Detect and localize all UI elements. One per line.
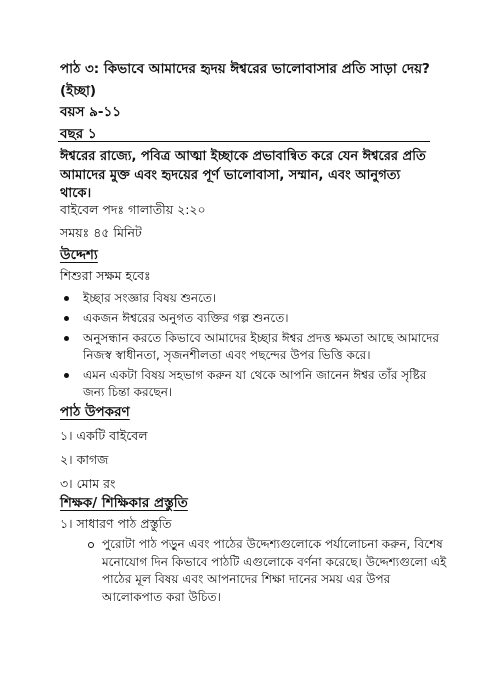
bible-verse: বাইবেল পদঃ গালাতীয় ২:২০ [60, 202, 206, 217]
prep-sub-item [88, 536, 452, 606]
prep-step: ১। সাধারণ পাঠ প্রস্তুতি [60, 516, 172, 531]
objective-text: একজন ঈশ্বরের অনুগত ব্যক্তির গল্প শুনতে। [83, 311, 289, 325]
objectives-heading: উদ্দেশ্য [60, 247, 98, 263]
objective-text: ইচ্ছার সংজ্ঞার বিষয় শুনতে। [83, 291, 217, 305]
bullet-icon [64, 316, 69, 321]
year-label: বছর ১ [60, 126, 97, 142]
age-range: বয়স ৯-১১ [60, 104, 121, 120]
bullet-icon [64, 373, 69, 378]
bullet-icon [64, 336, 69, 341]
objectives-list [60, 290, 440, 404]
lesson-time: সময়ঃ ৪৫ মিনিট [60, 225, 142, 240]
objective-text: অনুসন্ধান করতে কিভাবে আমাদের ইচ্ছার ঈশ্বর প্রদত্ত ক্ষমতা আছে আমাদের নিজস্ব স্বাধীনতা, সৃজনশীলতা এবং পছন্দের উপর ভিত্তি করে। [83, 331, 440, 362]
material-item: ২। কাগজ [60, 452, 109, 467]
bullet-icon [64, 296, 69, 301]
objective-item [60, 290, 440, 307]
material-item: ৩। মোম রং [60, 476, 116, 491]
objective-item [60, 330, 440, 364]
prep-sub-item-text: পুরোটা পাঠ পড়ুন এবং পাঠের উদ্দেশ্যগুলোকে পর্যালোচনা করুন, বিশেষ মনোযোগ দিন কিভাবে পাঠটি এগুলোকে বর্ণনা করেছে। উদ্দেশ্যগুলো এই পাঠের মূল বিষয় এবং আপনাদের শিক্ষা দানের সময় এর উপর আলোকপাত করা উচিত। [102, 537, 447, 604]
hollow-bullet-icon [88, 542, 94, 548]
objective-item [60, 367, 440, 401]
lesson-summary: ঈশ্বরের রাজ্যে, পবিত্র আত্মা ইচ্ছাকে প্রভাবান্বিত করে যেন ঈশ্বরের প্রতি আমাদের মুক্ত এবং হৃদয়ের পূর্ণ ভালোবাসা, সম্মান, এবং আনুগত্য থাকে। [60, 149, 426, 201]
objective-text: এমন একটা বিষয় সহভাগ করুন যা থেকে আপনি জানেন ঈশ্বর তাঁর সৃষ্টির জন্য চিন্তা করছেন। [83, 368, 427, 399]
objectives-intro: শিশুরা সক্ষম হবেঃ [60, 268, 151, 283]
materials-heading: পাঠ উপকরণ [60, 404, 130, 420]
material-item: ১। একটি বাইবেল [60, 428, 148, 443]
objective-item [60, 310, 440, 327]
lesson-title: পাঠ ৩: কিভাবে আমাদের হৃদয় ঈশ্বরের ভালোবাসার প্রতি সাড়া দেয়? (ইচ্ছা) [60, 61, 430, 99]
teacher-prep-heading: শিক্ষক/ শিক্ষিকার প্রস্তুতি [60, 495, 188, 511]
section-divider [58, 141, 430, 142]
